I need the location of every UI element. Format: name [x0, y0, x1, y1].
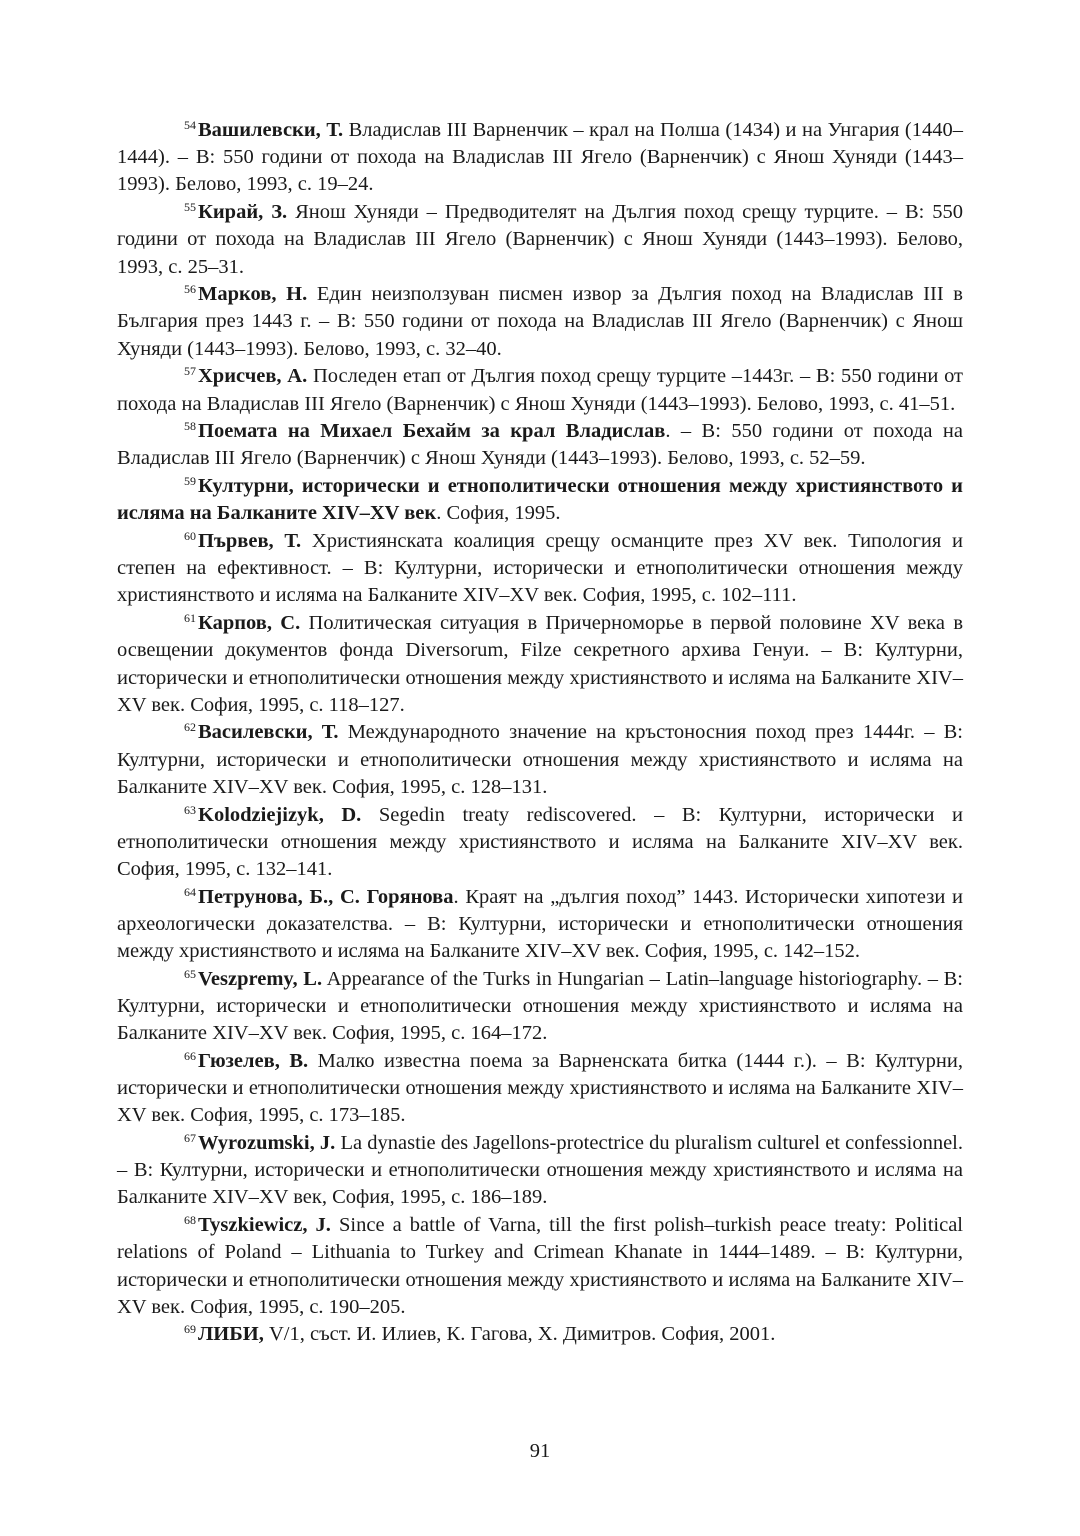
footnote-text: V/1, съст. И. Илиев, К. Гагова, Х. Димитров. София, 2001.	[268, 1323, 776, 1346]
footnote	[117, 281, 963, 363]
footnote	[117, 528, 963, 610]
footnote-author: Първев, Т.	[198, 530, 302, 553]
page-number: 91	[529, 1440, 551, 1462]
footnotes-list	[117, 117, 963, 1349]
footnote-number: 69	[184, 1322, 196, 1337]
footnote-text: Международното значение на кръстоносния поход през 1444г. – В: Културни, исторически и етнополитически отношения между християнството и исляма на Балканите XIV–XV век. София, 1995, с. 128–131.	[117, 721, 964, 798]
footnote-number: 63	[184, 802, 196, 817]
footnote-number: 60	[184, 529, 196, 544]
footnote-author: Гюзелев, В.	[198, 1049, 309, 1072]
footnote	[117, 1048, 963, 1130]
footnote-text: . София, 1995.	[436, 502, 561, 525]
footnote-author: Културни, исторически и етнополитически отношения между християнството и исляма на Балканите XIV–XV век	[117, 475, 963, 525]
footnote	[117, 610, 963, 719]
footnote-text: Янош Хуняди – Предводителят на Дългия поход срещу турците. – В: 550 години от похода на Владислав III Ягело (Варненчик) с Янош Хуняди (1443–1993). Белово, 1993, с. 25–31.	[117, 201, 963, 278]
footnote-author: Tyszkiewicz, J.	[198, 1214, 331, 1237]
footnote-number: 65	[184, 966, 196, 981]
footnote-text: Християнската коалиция срещу османците през XV век. Типология и степен на ефективност. – В: Културни, исторически и етнополитически отношения между християнството и исляма на Балканите XIV–XV век. София, 1995, с. 102–111.	[117, 530, 964, 607]
footnote	[117, 1212, 963, 1321]
footnote-text: . Краят на „дългия поход” 1443. Исторически хипотези и археологически доказателства. – В: Културни, исторически и етнополитически отношения между християнството и исляма на Балканите XIV–XV век. София, 1995, с. 142–152.	[117, 885, 963, 963]
footnote-text: Appearance of the Turks in Hungarian – Latin–language historiography. – В: Културни, исторически и етнополитически отношения между християнството и исляма на Балканите XIV–XV век. София, 1995, с. 164–172.	[117, 967, 963, 1045]
footnote-number: 58	[184, 419, 196, 434]
footnote-text: Политическая ситуация в Причерноморье в первой половине XV века в освещении документов фонда Diversorum, Filze секретного архива Генуи. – В: Културни, исторически и етнополитически отношения между християнството и исляма на Балканите XIV–XV век. София, 1995, с. 118–127.	[117, 612, 963, 716]
footnote	[117, 966, 963, 1048]
footnote-author: Veszpremy, L.	[198, 967, 323, 990]
footnote-text: Последен етап от Дългия поход срещу турците –1443г. – В: 550 години от похода на Владислав III Ягело (Варненчик) с Янош Хуняди (1443–1993). Белово, 1993, с. 41–51.	[117, 365, 964, 415]
footnote-number: 68	[184, 1213, 196, 1228]
footnote-number: 62	[184, 720, 196, 735]
footnote-author: Кирай, З.	[198, 201, 288, 224]
footnote-number: 67	[184, 1131, 196, 1146]
footnote-number: 64	[184, 884, 196, 899]
footnote-author: Петрунова, Б., С. Горянова	[198, 885, 454, 908]
footnote-author: Kolodziejizyk, D.	[198, 803, 362, 826]
footnote-text: . – В: 550 години от похода на Владислав III Ягело (Варненчик) с Янош Хуняди (1443–1993). Белово, 1993, с. 52–59.	[117, 420, 963, 470]
footnote	[117, 117, 963, 199]
footnote-number: 61	[184, 611, 196, 626]
footnote-author: Вашилевски, Т.	[198, 119, 344, 141]
footnote-number: 55	[184, 200, 196, 215]
footnote-text: Един неизползуван писмен извор за Дългия поход на Владислав III в България през 1443 г. – В: 550 години от похода на Владислав III Ягело (Варненчик) с Янош Хуняди (1443–1993). Белово, 1993, с. 32–40.	[117, 283, 963, 360]
footnote-text: Segedin treaty rediscovered. – В: Културни, исторически и етнополитически отношения между християнството и исляма на Балканите XIV–XV век. София, 1995, с. 132–141.	[117, 803, 964, 880]
footnote	[117, 363, 963, 417]
footnote-author: Марков, Н.	[198, 283, 308, 306]
footnote-author: Поемата на Михаел Бехайм за крал Владислав	[198, 420, 666, 443]
footnote-number: 54	[184, 118, 196, 132]
footnote	[117, 1321, 963, 1348]
footnote-author: Wyrozumski, J.	[198, 1132, 336, 1155]
footnote-author: Карпов, С.	[198, 612, 301, 635]
footnote-text: Since a battle of Varna, till the first polish–turkish peace treaty: Political relations of Poland – Lithuania to Turkey and Crimean Khanate in 1444–1489. – В: Културни, исторически и етнополитически отношения между християнството и исляма на Балканите XIV–XV век. София, 1995, с. 190–205.	[117, 1214, 963, 1318]
footnote	[117, 418, 963, 472]
footnote-author: ЛИБИ,	[198, 1323, 264, 1346]
footnote	[117, 199, 963, 281]
footnote-text: Владислав III Варненчик – крал на Полша (1434) и на Унгария (1440–1444). – В: 550 години от похода на Владислав III Ягело (Варненчик) с Янош Хуняди (1443–1993). Белово, 1993, с. 19–24.	[117, 119, 964, 196]
footnote-author: Василевски, Т.	[198, 721, 339, 744]
footnote	[117, 719, 963, 801]
footnote-number: 57	[184, 364, 196, 379]
footnote-text: Малко известна поема за Варненската битка (1444 г.). – В: Културни, исторически и етнополитически отношения между християнството и исляма на Балканите XIV–XV век. София, 1995, с. 173–185.	[117, 1049, 964, 1127]
footnote	[117, 802, 963, 884]
footnote	[117, 473, 963, 527]
footnote-text: La dynastie des Jagellons-protectrice du pluralism culturel et confessionnel. – В: Културни, исторически и етнополитически отношения между християнството и исляма на Балканите XIV–XV век, София, 1995, с. 186–189.	[117, 1132, 964, 1209]
footnote	[117, 884, 963, 966]
footnote	[117, 1130, 963, 1212]
footnote-number: 59	[184, 474, 196, 489]
footnote-number: 56	[184, 282, 196, 297]
footnote-author: Хрисчев, А.	[198, 365, 308, 388]
footnote-number: 66	[184, 1048, 196, 1063]
